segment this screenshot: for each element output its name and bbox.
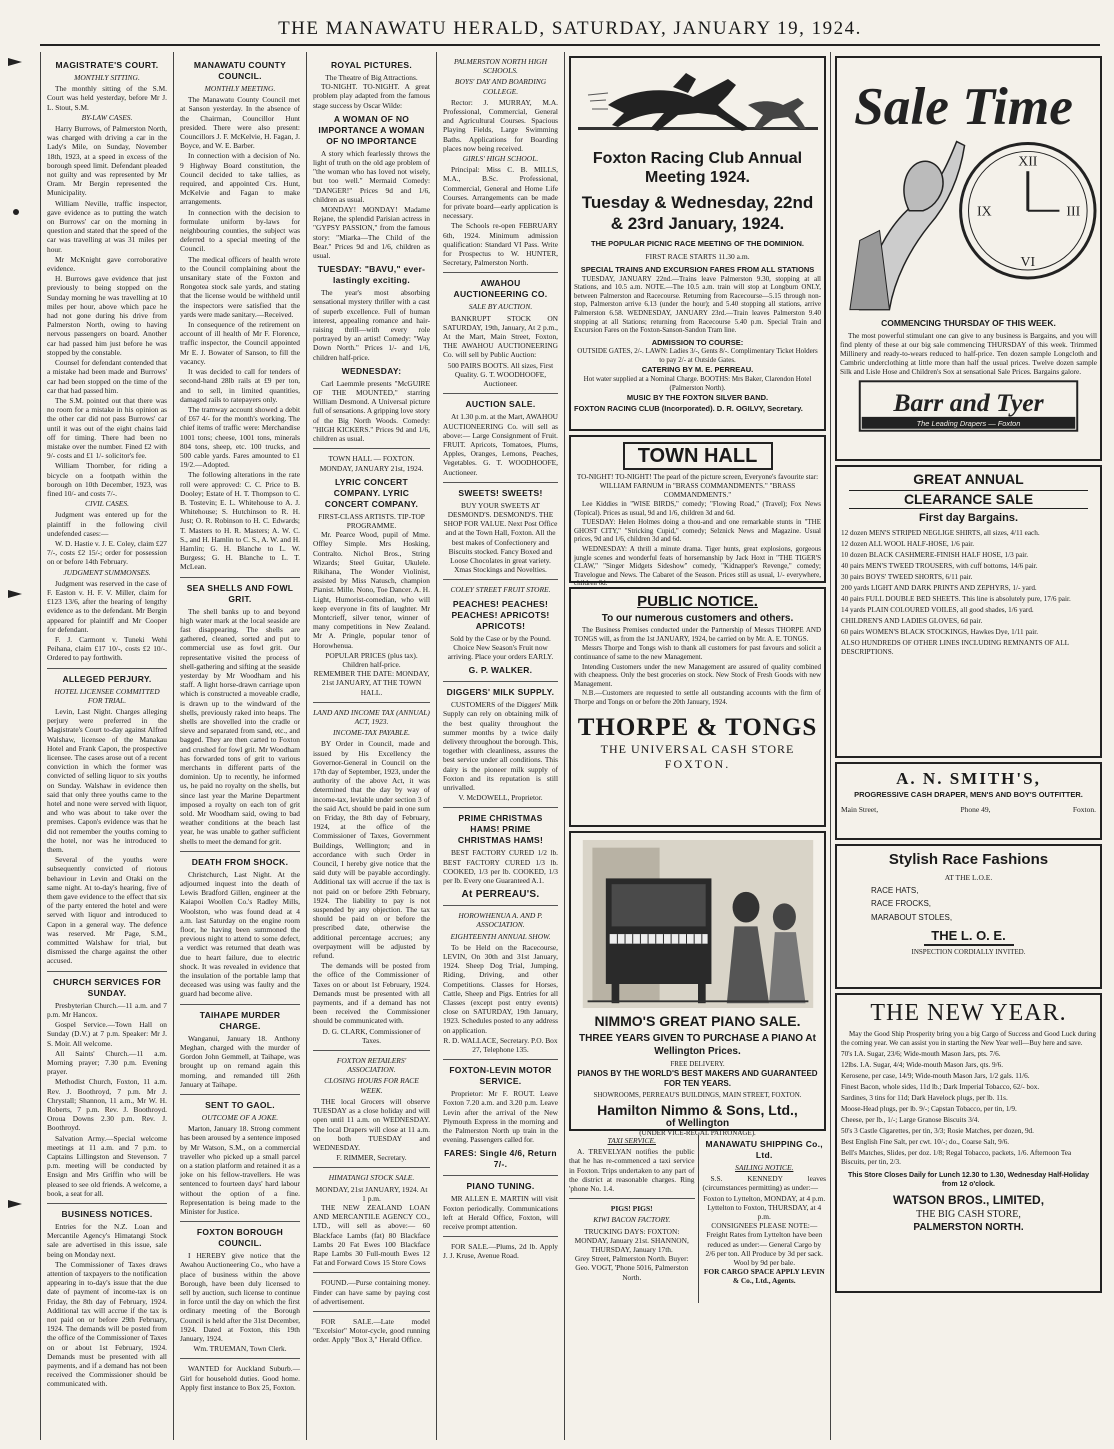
paragraph: Mr. Pearce Wood, pupil of Mme. Offley Simple. Mrs Hosking, Contralto. Nichol Bros., String Wizards; Steel Guitar, Ukulele. Rikihana, The Wonder Violinist, assisted by Miss Natusch, champion Pianist. Mille. Nono, Toe Dancer. A. H. Light, Humorist-comedian, who will keep everyone in fits of laughter. Mr Montcrieff, silver tenor, winner of many competitions in New Zealand. Mr A. Pringle, popular tenor of Horowhenua. bbox=[313, 530, 430, 650]
heading: PEACHES! PEACHES! PEACHES! APRICOTS! APRICOTS! bbox=[451, 598, 550, 631]
list-item: Bell's Matches, Slides, per doz. 1/8; Regal Tobacco, packets, 1/6. Afternoon Tea Biscuits, per tin, 2/3. bbox=[841, 1149, 1072, 1167]
heading: SENT TO GAOL. bbox=[205, 1099, 275, 1110]
sale-time-lettering: Sale Time bbox=[854, 75, 1073, 136]
smith-phone: Phone 49, bbox=[960, 804, 991, 814]
subheading: PALMERSTON NORTH HIGH SCHOOLS. bbox=[453, 57, 548, 76]
divider bbox=[47, 971, 167, 972]
heading: PRIME CHRISTMAS HAMS! PRIME CHRISTMAS HAMS! bbox=[457, 813, 544, 846]
pigs-heading: PIGS! PIGS! bbox=[610, 1204, 653, 1214]
paragraph: FOUND.—Purse containing money. Finder can have same by paying cost of advertisement. bbox=[313, 1278, 430, 1306]
racing-dates: Tuesday & Wednesday, 22nd & 23rd January, 1924. bbox=[581, 193, 814, 233]
signature: F. RIMMER, Secretary. bbox=[336, 1153, 407, 1163]
list-item: Best English Fine Salt, per cwt. 10/-; do., Coarse Salt, 9/6. bbox=[841, 1138, 1010, 1147]
public-notice-text: Intending Customers under the new Management are assured of quality combined with cheapness. Only the best groceries on stock. New Stock of Fresh Goods with new Management. bbox=[574, 662, 821, 688]
paragraph: William Thornber, for riding a bicycle on a footpath within the borough on 10th December, 1923, was fined 10/- and costs 7/-. bbox=[47, 461, 167, 498]
paragraph: Counsel for defendant contended that a mistake had been made and Burrows' car had been stopped on the time of the car that had passed him. bbox=[47, 358, 167, 395]
divider bbox=[313, 1050, 430, 1051]
brand-subtitle: The Leading Drapers — Foxton bbox=[916, 418, 1021, 428]
paragraph: Mr McKnight gave corroborative evidence. bbox=[47, 254, 167, 274]
clearance-heading-2: CLEARANCE SALE bbox=[849, 490, 1088, 509]
divider bbox=[180, 1094, 300, 1095]
signature: G. P. WALKER. bbox=[468, 665, 533, 676]
new-year-title: THE NEW YEAR. bbox=[870, 1000, 1067, 1026]
subheading: CIVIL CASES. bbox=[84, 499, 130, 509]
subheading: BOYS' DAY AND BOARDING COLLEGE. bbox=[454, 77, 547, 96]
list-item: 40 pairs MEN'S TWEED TROUSERS, with cuff bottoms, 14/6 pair. bbox=[841, 562, 1038, 570]
paragraph: WANTED for Auckland Suburb.—Girl for household duties. Good home. Apply first instance to Box 25, Foxton. bbox=[180, 1364, 300, 1392]
svg-text:XII: XII bbox=[1018, 153, 1038, 169]
divider bbox=[313, 448, 430, 449]
thorpe-tongs-place: FOXTON. bbox=[664, 756, 731, 771]
paragraph: Judgment was reserved in the case of F. Easton v. H. F. V. Miller, claim for £123 13/6, after the hearing of lengthy evidence as to the defendant. Mr Bergin appeared for plaintiff and Mr Cooper for defendant. bbox=[47, 578, 167, 634]
page-edge-marks bbox=[0, 0, 40, 1449]
divider bbox=[180, 851, 300, 852]
paragraph: THE local Grocers will observe TUESDAY as a close holiday and will open until 11 a.m. on WEDNESDAY. The local Drapers will close at 11 a.m. on both TUESDAY and WEDNESDAY. bbox=[313, 1096, 430, 1152]
public-notice-text: The Business Premises conducted under the Partnership of Messrs THORPE AND TONGS will, as from the 1st JANUARY, 1924, be carried on by Mr. A. E. TONGS. bbox=[574, 626, 821, 643]
list-item: 40 pairs FULL DOUBLE BED SHEETS. This line is absolutely pure, 17/6 pair. bbox=[841, 595, 1071, 603]
piano-showrooms: SHOWROOMS, PERREAU'S BUILDINGS, MAIN STREET, FOXTON. bbox=[593, 1091, 802, 1100]
paragraph: Entries for the N.Z. Loan and Mercantile Agency's Himatangi Stock sale are advertised in this issue, sale being on Monday next. bbox=[47, 1221, 167, 1259]
paragraph: BANKRUPT STOCK ON SATURDAY, 19th, January, At 2 p.m., At the Mart, Main Street, Foxton, THE AWAHOU AUCTIONEERING Co. will sell by Public Auction: bbox=[443, 313, 558, 360]
paragraph: In connection with the decision to formulate uniform by-laws for neighbouring counties, the subject was deferred to a special meeting of the Council. bbox=[180, 207, 300, 254]
paragraph: MONDAY! MONDAY! Madame Rejane, the splendid Parisian actress in "GYPSY PASSION," from the famous story: "Miarka—The Child of the Bear." Prices 9d and 1/6, children as usual. bbox=[313, 205, 430, 261]
heading: FOXTON-LEVIN MOTOR SERVICE. bbox=[449, 1065, 552, 1087]
paragraph: The following alterations in the rate roll were approved: C. C. Price to B. Dooley; Estate of H. T. Thompson to C. B. Tostevin; E. L. Whitehouse to A. J. Whitehouse; S. Hutchinson to R. H. Just; O. R. Robinson to H. C. Edwards; T. Masters to H. R. Masters; A. W. C. S., and H. Hamlin to C. S., A. W. and H. Hamlin; G. H. Blanche to L. W. Burgess; G. H. Blanche to L. T. McLean. bbox=[180, 470, 300, 572]
paragraph: Methodist Church, Foxton, 11 a.m. Rev. J. Boothroyd, 7 p.m. Mr J. Chrystall; Shannon, 11 a.m., Mr W. H. Roberts, 7 p.m. Rev. J. Boothroyd. Oroua Downs 2.30 p.m. Rev. J. Boothroyd. bbox=[47, 1077, 167, 1133]
paragraph: The tramway account showed a debit of £67 4/- for the month's working. The chief items of traffic were: Merchandise 1001 tons; cheese, 1001 tons, minerals 804 tons, sheep, etc. 100 trucks, and 500 cable yards. Fares amounted to £1 19/2.—Adopted. bbox=[180, 404, 300, 470]
paragraph: 500 PAIRS BOOTS. All sizes, First Quality. G. T. WOODHOOFE, Auctioneer. bbox=[447, 360, 554, 389]
racing-trains-text: TUESDAY, JANUARY 22nd.—Trains leave Palmerston 9.30, stopping at all Stations, and 10.5 a.m. NOTE.—The 10.5 a.m. train will stop at Longburn ONLY, between Palmerston and Racecourse. Returning from Racecourse—5.15 through non-stop, Palmerston arrive 6.13 (under the hour); and 5.40 stopping all stations, arrive Palmerston 6.58. WEDNESDAY, JANUARY 23rd.—Train leaves Palmerston 9.40 stopping at all Stations; returning from Racecourse 5.40 p.m. Special Train and Excursion Fares on the Foxton-Sanson-Sandon Tram line. bbox=[574, 274, 821, 335]
paragraph: Wanganui, January 18. Anthony Meghan, charged with the murder of Gordon John Gemmell, at Taihape, was brought up on remand again this morning, and remanded till 26th January at Taihape. bbox=[180, 1033, 300, 1089]
paragraph: MONDAY, 21st JANUARY, 1924. At 1 p.m. bbox=[315, 1184, 428, 1203]
subheading: LAND AND INCOME TAX (ANNUAL) ACT, 1923. bbox=[313, 707, 430, 726]
paragraph: The Manawatu County Council met at Sanson yesterday. In the absence of the Chairman, Councillor Hunt presided. There were also present: Councillors J. F. McKelvie, H. Fagan, J. Boyce, and W. E. Barber. bbox=[180, 95, 300, 151]
piano-firm: Hamilton Nimmo & Sons, Ltd., bbox=[597, 1102, 798, 1119]
paragraph: The Commissioner of Taxes draws attention of taxpayers to the notification appearing in to-day's issue that the due date of payment of income-tax is on Friday, the 8th day of February, 1924. Additional tax will accrue if the tax is not paid on or before 29th February, 1924. The demands will be posted from the office of the Commissioner of Taxes on or about 1st February, 1924. Demands must be presented with all payments, and if a demand has not been received the Commissioner should be communicated with. bbox=[47, 1259, 167, 1389]
divider bbox=[443, 1236, 558, 1237]
paragraph: The monthly sitting of the S.M. Court was held yesterday, before Mr J. L. Stout, S.M. bbox=[47, 84, 167, 112]
list-item: 12 dozen ALL WOOL HALF-HOSE, 1/6 pair. bbox=[841, 540, 975, 548]
paragraph: CUSTOMERS of the Diggers' Milk Supply can rely on obtaining milk of the best quality throughout the summer months by a twice daily delivery throughout the borough. This, together with cleanliness, assures the best service under all conditions. This dairy is the pioneer milk supply of Foxton and its reputation is still unrivalled. bbox=[443, 700, 558, 792]
shipping-rates: CONSIGNEES PLEASE NOTE:— Freight Rates from Lyttelton have been reduced as under:— General Cargo by 2/6 per ton. All Produce by 3d per sack. Wool by 9d per bale. bbox=[705, 1221, 823, 1268]
brand-name: Barr and Tyer bbox=[893, 388, 1044, 418]
paragraph: All Saints' Church.—11 a.m. Morning prayer; 7.30 p.m. Evening prayer. bbox=[47, 1048, 167, 1077]
race-stoles: MARABOUT STOLES, bbox=[871, 912, 953, 922]
paragraph: BEST FACTORY CURED 1/2 lb. BEST FACTORY CURED 1/3 lb. COOKED, 1/3 per lb. COOKED, 1/3 per lb. Every one Guaranteed A.1. bbox=[443, 848, 558, 885]
heading: SEA SHELLS AND FOWL GRIT. bbox=[186, 582, 294, 604]
town-hall-ad bbox=[569, 435, 826, 588]
piano-sale-offer: THREE YEARS GIVEN TO PURCHASE A PIANO At Wellington Prices. bbox=[579, 1033, 816, 1057]
paragraph: Proprietor: Mr F. ROUT. Leave Foxton 7.20 a.m. and 3.20 p.m. Leave Levin after the arrival of the New Plymouth Express in the morning and the Palmerston North up train in the evening. Passengers called for. bbox=[443, 1089, 558, 1145]
smith-town: Foxton. bbox=[1072, 804, 1096, 814]
shipping-ad bbox=[699, 1135, 827, 1303]
heading: FARES: Single 4/6, Return 7/-. bbox=[444, 1148, 557, 1170]
list-item: 12lbs. I.A. Sugar, 4/4; Wide-mouth Mason Jars, qts. 9/6. bbox=[841, 1061, 1003, 1070]
store-hours: This Store Closes Daily for Lunch 12.30 to 1.30, Wednesday Half-Holiday from 12 o'clock. bbox=[847, 1172, 1090, 1189]
subheading: BY-LAW CASES. bbox=[81, 112, 133, 122]
racing-admission-text: OUTSIDE GATES, 2/-. LAWN: Ladies 3/-, Gents 8/-. Complimentary Ticket Holders to pay 2/- at Outside Gates. bbox=[577, 346, 818, 365]
sale-time-ad bbox=[835, 56, 1102, 461]
paragraph: Presbyterian Church.—11 a.m. and 7 p.m. Mr Hancox. bbox=[47, 1000, 167, 1019]
subheading: SALE BY AUCTION. bbox=[468, 302, 533, 312]
column-2 bbox=[173, 52, 306, 1440]
list-item: Kerosene, per case, 14/9; Wide-mouth Mason Jars, 1/2 gals. 11/6. bbox=[841, 1072, 1030, 1081]
divider bbox=[313, 1272, 430, 1273]
paragraph: The demands will be posted from the office of the Commissioner of Taxes on or about 1st February, 1924. Demands must be presented with all payments, and if a demand has not been received the Commissioner should be communicated with. bbox=[313, 961, 430, 1026]
list-item: 70's I.A. Sugar, 23/6; Wide-mouth Mason Jars, pts. 7/6. bbox=[841, 1050, 1001, 1059]
paragraph: Principal: Miss C. B. MILLS, M.A., B.Sc. Professional, Commercial, General and Home Life Courses. Arrangements can be made for private board—early application is necessary. bbox=[443, 165, 558, 221]
smith-street: Main Street, bbox=[841, 804, 879, 814]
subheading: JUDGMENT SUMMONSES. bbox=[63, 567, 151, 577]
heading: TUESDAY: "BAVU," ever-lastingly exciting. bbox=[317, 264, 426, 286]
paragraph: REMEMBER THE DATE: MONDAY, 21st JANUARY, AT THE TOWN HALL. bbox=[313, 669, 430, 697]
piano-free-delivery: FREE DELIVERY. bbox=[670, 1060, 725, 1068]
column-6 bbox=[830, 52, 1106, 1440]
paragraph: The year's most absorbing sensational mystery thriller with a cast of superb excellence. Full of human interest, appealing romance and hair-raising thrill—with every role portrayed by an artist! Comedy: "Way Down North." Prices 1/- and 1/6, children half-price. bbox=[313, 288, 430, 362]
town-hall-tonight: TO-NIGHT! TO-NIGHT! The pearl of the picture screen, Everyone's favourite star: WILLIAM FARNUM in "BRASS COMMANDMENTS." "BRASS COMMANDMENTS." bbox=[576, 473, 819, 499]
subheading: MONTHLY SITTING. bbox=[74, 73, 140, 82]
divider bbox=[313, 702, 430, 703]
subheading: HOROWHENUA A. AND P. ASSOCIATION. bbox=[458, 911, 543, 930]
new-year-items bbox=[841, 1050, 1096, 1167]
shipping-agents: FOR CARGO SPACE APPLY LEVIN & Co., Ltd., Agents. bbox=[703, 1267, 825, 1286]
heading: DIGGERS' MILK SUPPLY. bbox=[446, 687, 555, 698]
race-frocks: RACE FROCKS, bbox=[871, 899, 932, 909]
watson-bros: WATSON BROS., LIMITED, bbox=[892, 1192, 1045, 1207]
heading: MAGISTRATE'S COURT. bbox=[55, 60, 159, 70]
shipping-text: S.S. KENNEDY leaves (circumstances permitting) as under:— bbox=[702, 1174, 826, 1193]
clearance-sale-ad bbox=[835, 465, 1102, 758]
divider bbox=[443, 393, 558, 394]
column-3 bbox=[306, 52, 436, 1440]
paragraph: Christchurch, Last Night. At the adjourned inquest into the death of Lewis Bradford Gillen, engineer at the Kaiapoi Woollen Co.'s Radley Mills, Woolston, who was found dead at 4 a.m. last Saturday on the engine room floor, he having been summoned the previous night to attend to some defect, a verdict was returned that death was due to heart failure, due to electric shock. It was revealed in evidence that the insulation of the portable lamp that deceased was using was faulty and the guard had become alive. bbox=[180, 869, 300, 999]
racing-title: Foxton Racing Club Annual Meeting 1924. bbox=[592, 150, 803, 186]
clearance-heading-3: First day Bargains. bbox=[918, 512, 1019, 524]
race-fashions-ad bbox=[835, 844, 1102, 989]
racing-trains-heading: SPECIAL TRAINS AND EXCURSION FARES FROM ALL STATIONS bbox=[580, 265, 815, 275]
paragraph: MR ALLEN E. MARTIN will visit Foxton periodically. Communications left at Herald Office, Foxton, will receive prompt attention. bbox=[443, 1194, 558, 1232]
signature: D. G. CLARK, Commissioner of Taxes. bbox=[322, 1026, 421, 1045]
subheading: FOXTON RETAILERS' ASSOCIATION. bbox=[336, 1056, 407, 1075]
heading: BUSINESS NOTICES. bbox=[61, 1208, 153, 1219]
divider bbox=[180, 1004, 300, 1005]
racing-admission-heading: ADMISSION TO COURSE: bbox=[651, 337, 744, 347]
thorpe-tongs-subtitle: THE UNIVERSAL CASH STORE bbox=[600, 741, 795, 756]
paragraph: Rector: J. MURRAY, M.A. Professional, Commercial, General and Agricultural Courses. Spacious Playing Fields, Large Swimming Baths. Applications for Boarding places now being received. bbox=[443, 97, 558, 153]
heading: SWEETS! SWEETS! bbox=[458, 487, 543, 498]
divider bbox=[569, 1198, 695, 1199]
heading: At PERREAU'S. bbox=[461, 889, 540, 901]
taxi-text: A. TREVELYAN notifies the public that he has re-commenced a taxi service in Foxton. Trips undertaken to any part of the district at reasonable charges. Ring 'phone No. 1.4. bbox=[569, 1147, 695, 1194]
public-notice-title: PUBLIC NOTICE. bbox=[637, 593, 758, 610]
race-hats: RACE HATS, bbox=[871, 886, 919, 896]
paragraph: TOWN HALL — FOXTON. MONDAY, JANUARY 21st, 1924. bbox=[319, 454, 424, 473]
list-item: 14 yards PLAIN COLOURED VOILES, all good shades, 1/6 yard. bbox=[841, 606, 1034, 614]
masthead: THE MANAWATU HERALD, SATURDAY, JANUARY 19, 1924. bbox=[40, 18, 1100, 46]
heading: AWAHOU AUCTIONEERING CO. bbox=[453, 278, 548, 300]
divider bbox=[443, 272, 558, 273]
divider bbox=[180, 1221, 300, 1222]
paragraph: William Neville, traffic inspector, gave evidence as to putting the watch on Burrows' car on the morning in question and stated that the speed of the car was travelling at was 31 miles per hour. bbox=[47, 198, 167, 254]
list-item: Cheese, per lb., 1/-; Large Granose Biscuits 3/4. bbox=[841, 1116, 980, 1125]
racing-music: MUSIC BY THE FOXTON SILVER BAND. bbox=[626, 392, 769, 402]
paragraph: Levin, Last Night. Charges alleging perjury were preferred in the Magistrate's Court to-day against Alfred Walshaw, licensee of the Manakau Hotel and Frank Capon, the prospective licensee. The cases arose out of a recent conviction in which the former was convicted of selling liquor to six youths on Sunday. Walshaw in evidence then said that only three youths came to the hotel and none were served with liquor, and who was about to take over the premises. Capon's evidence was that he did not remember the youths coming to the hotel, nor was he introduced to them. bbox=[47, 707, 167, 855]
paragraph: A story which fearlessly throws the light of truth on the old age problem of "the woman who has loved not wisely, but too well." Mermaid Comedy: "DANGER!" Prices 9d and 1/6, children as usual. bbox=[313, 148, 430, 204]
racehorse-illustration bbox=[578, 65, 818, 145]
divider bbox=[313, 1311, 430, 1312]
paragraph: Several of the youths were subsequently convicted of riotous behaviour in Levin and Otaki on the same night. At to-day's hearing, five of them gave evidence to the effect that six of the party entered the hotel and were served with liquor and introduced to Capon in a general way. The defence was reserved. Mr Page, S.M., committed Walshaw for trial, but dismissed the charge against the other accused. bbox=[47, 855, 167, 966]
heading: DEATH FROM SHOCK. bbox=[191, 856, 289, 867]
list-item: CHILDREN'S AND LADIES GLOVES, 6d pair. bbox=[841, 617, 983, 625]
paragraph: Marton, January 18. Strong comment has been aroused by a sentence imposed by Mr Watson, S.M., on a commercial traveller who picked up a small parcel on a station platform and retained it as a joke on his fellow-travellers. He was sentenced to fourteen days' hard labour without the option of a fine. Representation is being made to the Minister for Justice. bbox=[180, 1124, 300, 1216]
thorpe-tongs-title: THORPE & TONGS bbox=[577, 713, 818, 741]
subheading: EIGHTEENTH ANNUAL SHOW. bbox=[450, 931, 551, 941]
barr-tyer-logo bbox=[840, 379, 1097, 434]
piano-guarantee: PIANOS BY THE WORLD'S BEST MAKERS AND GUARANTEED FOR TEN YEARS. bbox=[577, 1069, 818, 1089]
column-4 bbox=[436, 52, 564, 1440]
piano-patronage: (UNDER VICE-REGAL PATRONAGE). bbox=[639, 1128, 756, 1137]
subheading: OUTCOME OF A JOKE. bbox=[201, 1112, 279, 1122]
list-item: 12 dozen MEN'S STRIPED NEGLIGE SHIRTS, all sizes, 4/11 each. bbox=[841, 529, 1040, 537]
svg-text:VI: VI bbox=[1020, 254, 1036, 270]
smith-ad bbox=[835, 762, 1102, 840]
paragraph: Sold by the Case or by the Pound. Choice New Season's Fruit now arriving. Place your orders EARLY. bbox=[447, 633, 554, 661]
town-hall-title: TOWN HALL bbox=[623, 442, 773, 470]
racing-subtitle: THE POPULAR PICNIC RACE MEETING OF THE DOMINION. bbox=[591, 239, 804, 248]
paragraph: Judgment was entered up for the plaintiff in the following civil undefended cases:— bbox=[47, 510, 167, 538]
paragraph: The shell banks up to and beyond high water mark at the local seaside are fast disappearing. The shells are gathered, cleaned, sorted and put to commercial use as fowl grit. Our representative visited the process of shell-gathering and sifting at the seaside yesterday by Mr Woodham and his staff. A light horse-drawn carriage upon which is constructed a moveable cradle, is drawn up to the windward of the shells, previously raked into heaps. The shells are shovelled into the cradle or sieve and separated from sand, etc., and bagged. They are then carted to Foxton and crushed for fowl grit. Mr Woodham has forwarded tons of grit to various merchants in different parts of the dominion. Up to recently, he informed us, he paid no royalty on the shells, but since last year the Marine Department imposed a royalty on each ton of grit sold. Mr Woodham said, owing to bad weather conditions at the beach last year, he was unable to gather sufficient shells to meet the demand for grit. bbox=[180, 606, 300, 846]
clearance-items bbox=[841, 529, 1096, 657]
paragraph: W. D. Hastie v. J. E. Coley, claim £27 7/-, costs £2 15/-; order for possession on or before 14th February. bbox=[47, 538, 167, 567]
subheading: INCOME-TAX PAYABLE. bbox=[332, 728, 411, 738]
racing-signature: FOXTON RACING CLUB (Incorporated). D. R. OGILVY, Secretary. bbox=[574, 404, 803, 414]
paragraph: Salvation Army.—Special welcome meetings at 11 a.m. and 7 p.m. to Captains Lillingston and Stevenson. 7 p.m. meeting will be conducted by Ensign and Mrs Griffin who will be pleased to see old friends. A welcome, a book, a seat for all. bbox=[47, 1133, 167, 1198]
public-notice-subtitle: To our numerous customers and others. bbox=[601, 613, 794, 624]
heading: ALLEGED PERJURY. bbox=[62, 673, 152, 684]
smith-address bbox=[841, 805, 1096, 814]
signature: R. D. WALLACE, Secretary. P.O. Box 27, Telephone 135. bbox=[443, 1035, 558, 1055]
racing-start-time: FIRST RACE STARTS 11.30 a.m. bbox=[645, 252, 750, 262]
public-notice-ad bbox=[569, 587, 826, 827]
smith-subtitle: PROGRESSIVE CASH DRAPER, MEN'S AND BOY'S OUTFITTER. bbox=[854, 790, 1083, 799]
paragraph: FOR SALE.—Late model "Excelsior" Motor-cycle, good running order. Apply "Box 3," Herald Office. bbox=[313, 1316, 430, 1345]
svg-text:III: III bbox=[1066, 203, 1081, 219]
watson-place: PALMERSTON NORTH. bbox=[913, 1221, 1024, 1233]
loe-name: THE L. O. E. bbox=[924, 928, 1014, 946]
heading: A WOMAN OF NO IMPORTANCE A WOMAN OF NO IMPORTANCE bbox=[318, 113, 425, 146]
heading: AUCTION SALE. bbox=[465, 399, 536, 410]
paragraph: The Schools re-open FEBRUARY 6th, 1924. Minimum admission qualification: Standard VI Pass. Write for Prospectus to W. HUNTER, Secretary, Palmerston North. bbox=[443, 221, 558, 268]
column-1 bbox=[40, 52, 173, 1440]
column-5 bbox=[564, 52, 830, 1440]
paragraph: TO-NIGHT. TO-NIGHT. A great problem play adapted from the famous stage success by Oscar Wilde: bbox=[313, 82, 430, 110]
paragraph: It was decided to call for tenders of second-hand 28lb rails at £9 per ton, and to sell, in limited quantities, damaged rails to ratepayers only. bbox=[180, 367, 300, 404]
town-hall-supporting: Lee Kiddies in "WISE BIRDS," comedy; "Flowing Road," (Travel); Fox News (Topical). Prices as usual, 9d and 1/6, children 3d and 6d. bbox=[574, 500, 821, 517]
list-item: 60 pairs WOMEN'S BLACK STOCKINGS, Hawkes Dye, 1/11 pair. bbox=[841, 628, 1039, 636]
list-item: Sardines, 3 tins for 11d; Dark Havelock plugs, per lb. 11s. bbox=[841, 1094, 1008, 1103]
sale-description: The most powerful stimulant one can give to any business is Bargains, and you will find plenty of these at our big sale commencing THURSDAY of this week. Trimmed Millinery and ready-to-wears reduced to half-price. Ten dozen sample Longcloth and Cambric underclothing at little more than half the usual prices. Twelve dozen sample Silk and Lisle Hose and Children's Sox at sensational Sale Prices. Bargains galore. bbox=[840, 331, 1097, 377]
town-hall-wednesday: WEDNESDAY: A thrill a minute drama. Tiger hunts, great explosions, gorgeous jungle scenes and wonderful feats of horsemanship by Jack Hoxt in "THE TIGER'S CLAW," "Singer Midgets Sideshow" comedy, "Kidnapper's Revenge," comedy; Travelogue and News. The Cabaret of the Season. Prices still as usual, 1/- everywhere, children 6d. bbox=[574, 544, 821, 588]
list-item: Moose-Head plugs, per lb. 9/-; Capstan Tobacco, per tin, 1/9. bbox=[841, 1105, 1017, 1114]
list-item: Finest Bacon, whole sides, 11d lb.; Dark Imperial Tobacco, 62/- box. bbox=[841, 1083, 1040, 1092]
heading: WEDNESDAY: bbox=[341, 365, 402, 376]
public-notice-text: N.B.—Customers are requested to settle all outstanding accounts with the firm of Thorpe and Tongs on or before the 20th January, 1924. bbox=[574, 689, 821, 706]
subheading: HIMATANGI STOCK SALE. bbox=[328, 1173, 415, 1183]
new-year-intro: May the Good Ship Prosperity bring you a big Cargo of Success and Good Luck during the coming year. We can assist you in starting the New Year well—Buy here and save. bbox=[841, 1030, 1096, 1047]
divider bbox=[180, 1358, 300, 1359]
paragraph: The medical officers of health wrote to the Council complaining about the unsanitary state of the Foxton and Rongotea stock sale yards, and stating that the license would be withheld until the inspectors were satisfied that the yards were made sanitary.—Received. bbox=[180, 254, 300, 319]
paragraph: Gospel Service.—Town Hall on Sunday (D.V.) at 7 p.m. Speaker: Mr J. S. Moir. All welcome. bbox=[47, 1020, 167, 1048]
race-fashions-at: AT THE L.O.E. bbox=[944, 873, 993, 882]
heading: MANAWATU COUNTY COUNCIL. bbox=[193, 60, 287, 81]
paragraph: H. Burrows gave evidence that just previously to being stopped on the Sunday morning he was travelling at 10 miles per hour, above which pace he had not gone during his drive from Palmerston North, owing to having nervous passengers on board. Another car had passed him just before he was stopped by the constable. bbox=[47, 274, 167, 357]
divider bbox=[443, 905, 558, 906]
heading: FOXTON BOROUGH COUNCIL. bbox=[196, 1227, 284, 1249]
racing-catering: CATERING BY M. E. PERREAU. bbox=[641, 365, 754, 375]
paragraph: The Theatre of Big Attractions. bbox=[325, 73, 418, 82]
list-item: 10 dozen BLACK CASHMERE-FINISH HALF HOSE, 1/3 pair. bbox=[841, 551, 1029, 559]
divider bbox=[47, 1203, 167, 1204]
subheading: HOTEL LICENSEE COMMITTED FOR TRIAL. bbox=[54, 686, 160, 705]
racing-booths: Hot water supplied at a Nominal Charge. BOOTHS: Mrs Baker, Clarendon Hotel (Palmerston North). bbox=[583, 374, 812, 392]
shipping-times: Foxton to Lyttelton, MONDAY, at 4 p.m. Lyttelton to Foxton, THURSDAY, at 4 p.m. bbox=[703, 1193, 826, 1222]
paragraph: POPULAR PRICES (plus tax). Children half-price. bbox=[325, 650, 418, 669]
paragraph: F. J. Carmont v. Tuneki Wehi Peihana, claim £17 10/-, costs £2 10/-. Ordered to pay forthwith. bbox=[47, 634, 167, 663]
watson-subtitle: THE BIG CASH STORE, bbox=[916, 1208, 1021, 1220]
piano-illustration bbox=[578, 840, 818, 1008]
subheading: MONTHLY MEETING. bbox=[204, 84, 276, 93]
divider bbox=[47, 668, 167, 669]
piano-sale-ad bbox=[569, 831, 826, 1137]
divider bbox=[443, 482, 558, 483]
paragraph: FOR SALE.—Plums, 2d lb. Apply J. J. Kruse, Avenue Road. bbox=[443, 1242, 558, 1261]
clearance-heading-1: GREAT ANNUAL bbox=[913, 471, 1024, 487]
heading: TAIHAPE MURDER CHARGE. bbox=[199, 1009, 281, 1031]
taxi-pigs-ads bbox=[569, 1135, 699, 1303]
heading: PIANO TUNING. bbox=[466, 1181, 535, 1192]
paragraph: BY Order in Council, made and issued by His Excellency the Governor-General in Council on the 17th day of September, 1923, under the authority of the above Act, it was determined that the day by way of income-tax, leviable under section 3 of the said Act, should be paid in one sum on Friday, the 8th day of February, 1924, at the office of the Commissioner of Taxes, Government Buildings, Wellington; and in accordance with such Order in Council, I hereby give notice that the said duty will be payable accordingly. Additional tax will accrue if the tax is not paid on or before 29th February, 1924. The liability to pay is not suspended by any objection. The tax should be paid on or before the prescribed date, otherwise the additional percentage accrues; any overpayment will be adjusted by refund. bbox=[313, 739, 430, 961]
divider bbox=[313, 1167, 430, 1168]
sale-time-illustration bbox=[840, 61, 1097, 316]
piano-sale-title: NIMMO'S GREAT PIANO SALE. bbox=[594, 1013, 801, 1029]
race-fashions-title: Stylish Race Fashions bbox=[888, 851, 1049, 868]
racing-club-ad bbox=[569, 56, 826, 431]
paragraph: THE NEW ZEALAND LOAN AND MERCANTILE AGENCY CO., LTD., will sell as above:— 60 Blackface Lambs (fat) 80 Blackface Lambs 20 Fat Ewes 100 Blackface Rape Lambs 30 Full-mouth Ewes 12 Fat and Forward Cows 15 Store Cows bbox=[313, 1202, 430, 1268]
smith-title: A. N. SMITH'S, bbox=[896, 769, 1041, 788]
pigs-subheading: KIWI BACON FACTORY. bbox=[593, 1215, 671, 1225]
paragraph: The S.M. pointed out that there was no room for a mistake in his opinion as the other car did not pass Burrows' car until it was out of the eight chains laid off for timing. There had been no mistake over the number. Fined £2 with 9/- costs and £1 1/- solicitor's fee. bbox=[47, 395, 167, 461]
paragraph: At 1.30 p.m. at the Mart, AWAHOU AUCTIONEERING Co. will sell as above:— Large Consignment of Fruit. FRUIT. Apricots, Tomatoes, Plums, Apples, Oranges, Lemons, Peaches, Vegetables. G. T. WOODHOOFE, Auctioneer. bbox=[443, 412, 558, 477]
bottom-ads bbox=[569, 1135, 826, 1303]
shipping-subheading: SAILING NOTICE. bbox=[735, 1163, 794, 1172]
signature: Wm. TRUEMAN, Town Clerk. bbox=[193, 1344, 287, 1354]
sale-commencing: COMMENCING THURSDAY OF THIS WEEK. bbox=[881, 318, 1056, 328]
paragraph: I HEREBY give notice that the Awahou Auctioneering Co., who have a place of business within the above Borough, have been duly licensed to sell by auction, such license to continue in force until the day on which the first ordinary meeting of the Borough Council is held after the 31st December, 1924. Dated at Foxton, this 19th January, 1924. bbox=[180, 1251, 300, 1343]
taxi-heading: TAXI SERVICE. bbox=[607, 1136, 656, 1145]
paragraph: Carl Laemmle presents "McGUIRE OF THE MOUNTED," starring William Desmond. A Universal picture full of sensations. A gripping love story of the Big North Woods. Comedy: "HIGH KICKERS." Prices 9d and 1/6, children as usual. bbox=[313, 378, 430, 444]
shipping-heading: MANAWATU SHIPPING Co., Ltd. bbox=[705, 1139, 823, 1160]
subheading: COLEY STREET FRUIT STORE. bbox=[450, 585, 551, 595]
list-item: 200 yards LIGHT AND DARK PRINTS AND ZEPHYRS, 1/- yard. bbox=[841, 584, 1037, 592]
heading: CHURCH SERVICES FOR SUNDAY. bbox=[52, 976, 162, 998]
svg-text:IX: IX bbox=[977, 203, 992, 219]
divider bbox=[443, 807, 558, 808]
town-hall-tuesday: TUESDAY: Helen Holmes doing a thou-and and one remarkable stunts in "THE GHOST CITY," "Stricking Cupid," comedy; Selznick News and Magazine. Usual prices, 9d and 1/6, children 3d and 6d. bbox=[574, 518, 821, 544]
paragraph: BUY YOUR SWEETS AT DESMOND'S. DESMOND'S. THE SHOP FOR VALUE. Next Post Office and at the Town Hall, Foxton. All the best makes of Confectionery and Biscuits stocked. Fancy Boxed and Loose Chocolates in great variety. Xmas Stockings and Novelties. bbox=[443, 500, 558, 575]
signature: V. McDOWELL, Proprietor. bbox=[458, 793, 543, 803]
divider bbox=[443, 1175, 558, 1176]
piano-firm-city: of Wellington bbox=[665, 1118, 730, 1130]
pigs-days: TRUCKING DAYS: FOXTON: MONDAY, January 21st. SHANNON, THURSDAY, January 17th. bbox=[574, 1226, 689, 1255]
paragraph: Harry Burrows, of Palmerston North, was charged with driving a car in the Lady's Mile, on Sunday, November 18th, 1923, at a speed in excess of the borough speed limit. Defendant pleaded not guilty and was represented by Mr Oram. Mr Bergin represented the Municipality. bbox=[47, 124, 167, 198]
subheading: CLOSING HOURS FOR RACE WEEK. bbox=[324, 1076, 419, 1095]
list-item: 50's 3 Castle Cigarettes, per tin, 3/3; Rosie Matches, per dozen, 9d. bbox=[841, 1127, 1034, 1136]
divider bbox=[443, 579, 558, 580]
paragraph: To be Held on the Racecourse, LEVIN, On 30th and 31st January, 1924. Sheep Dog Trial, Jumping, Riding, Driving, and other Competitions. Classes for Horses, Cattle, Sheep and Pigs. Entries for all Classes (except post entry events) close on SATURDAY, 19th January, 1923. Schedules posted to any address on application. bbox=[443, 942, 558, 1035]
new-year-ad bbox=[835, 993, 1102, 1293]
inspection-note: INSPECTION CORDIALLY INVITED. bbox=[911, 947, 1026, 956]
heading: ROYAL PICTURES. bbox=[330, 60, 413, 70]
list-item: ALSO HUNDREDS OF OTHER LINES INCLUDING REMNANTS OF ALL DESCRIPTIONS. bbox=[841, 639, 1069, 656]
paragraph: In connection with a decision of No. 9 Highway Board constitution, the Council decided to take tallies, as required, and appointed Crs. Hunt, McKelvie and Fagan to make arrangements. bbox=[180, 151, 300, 207]
pigs-buyer: Grey Street, Palmerston North. Buyer: Geo. VOGT, 'Phone 5016, Palmerston North. bbox=[574, 1254, 689, 1282]
subheading: GIRLS' HIGH SCHOOL. bbox=[462, 154, 539, 164]
divider bbox=[443, 1059, 558, 1060]
paragraph: In consequence of the retirement on account of ill health of Mr F. Florence, traffic inspector, the Council appointed Mr E. J. Bowater of Sanson, to fill the vacancy. bbox=[180, 320, 300, 366]
list-item: 30 pairs BOYS' TWEED SHORTS, 6/11 pair. bbox=[841, 573, 973, 581]
divider bbox=[180, 577, 300, 578]
heading: LYRIC CONCERT COMPANY. LYRIC CONCERT COMPANY. bbox=[324, 476, 419, 509]
divider bbox=[443, 681, 558, 682]
public-notice-text: Messrs Thorpe and Tongs wish to thank all customers for past favours and solicit a continuance of same to the new Management. bbox=[574, 644, 821, 661]
paragraph: FIRST-CLASS ARTISTS. TIP-TOP PROGRAMME. bbox=[318, 511, 425, 530]
